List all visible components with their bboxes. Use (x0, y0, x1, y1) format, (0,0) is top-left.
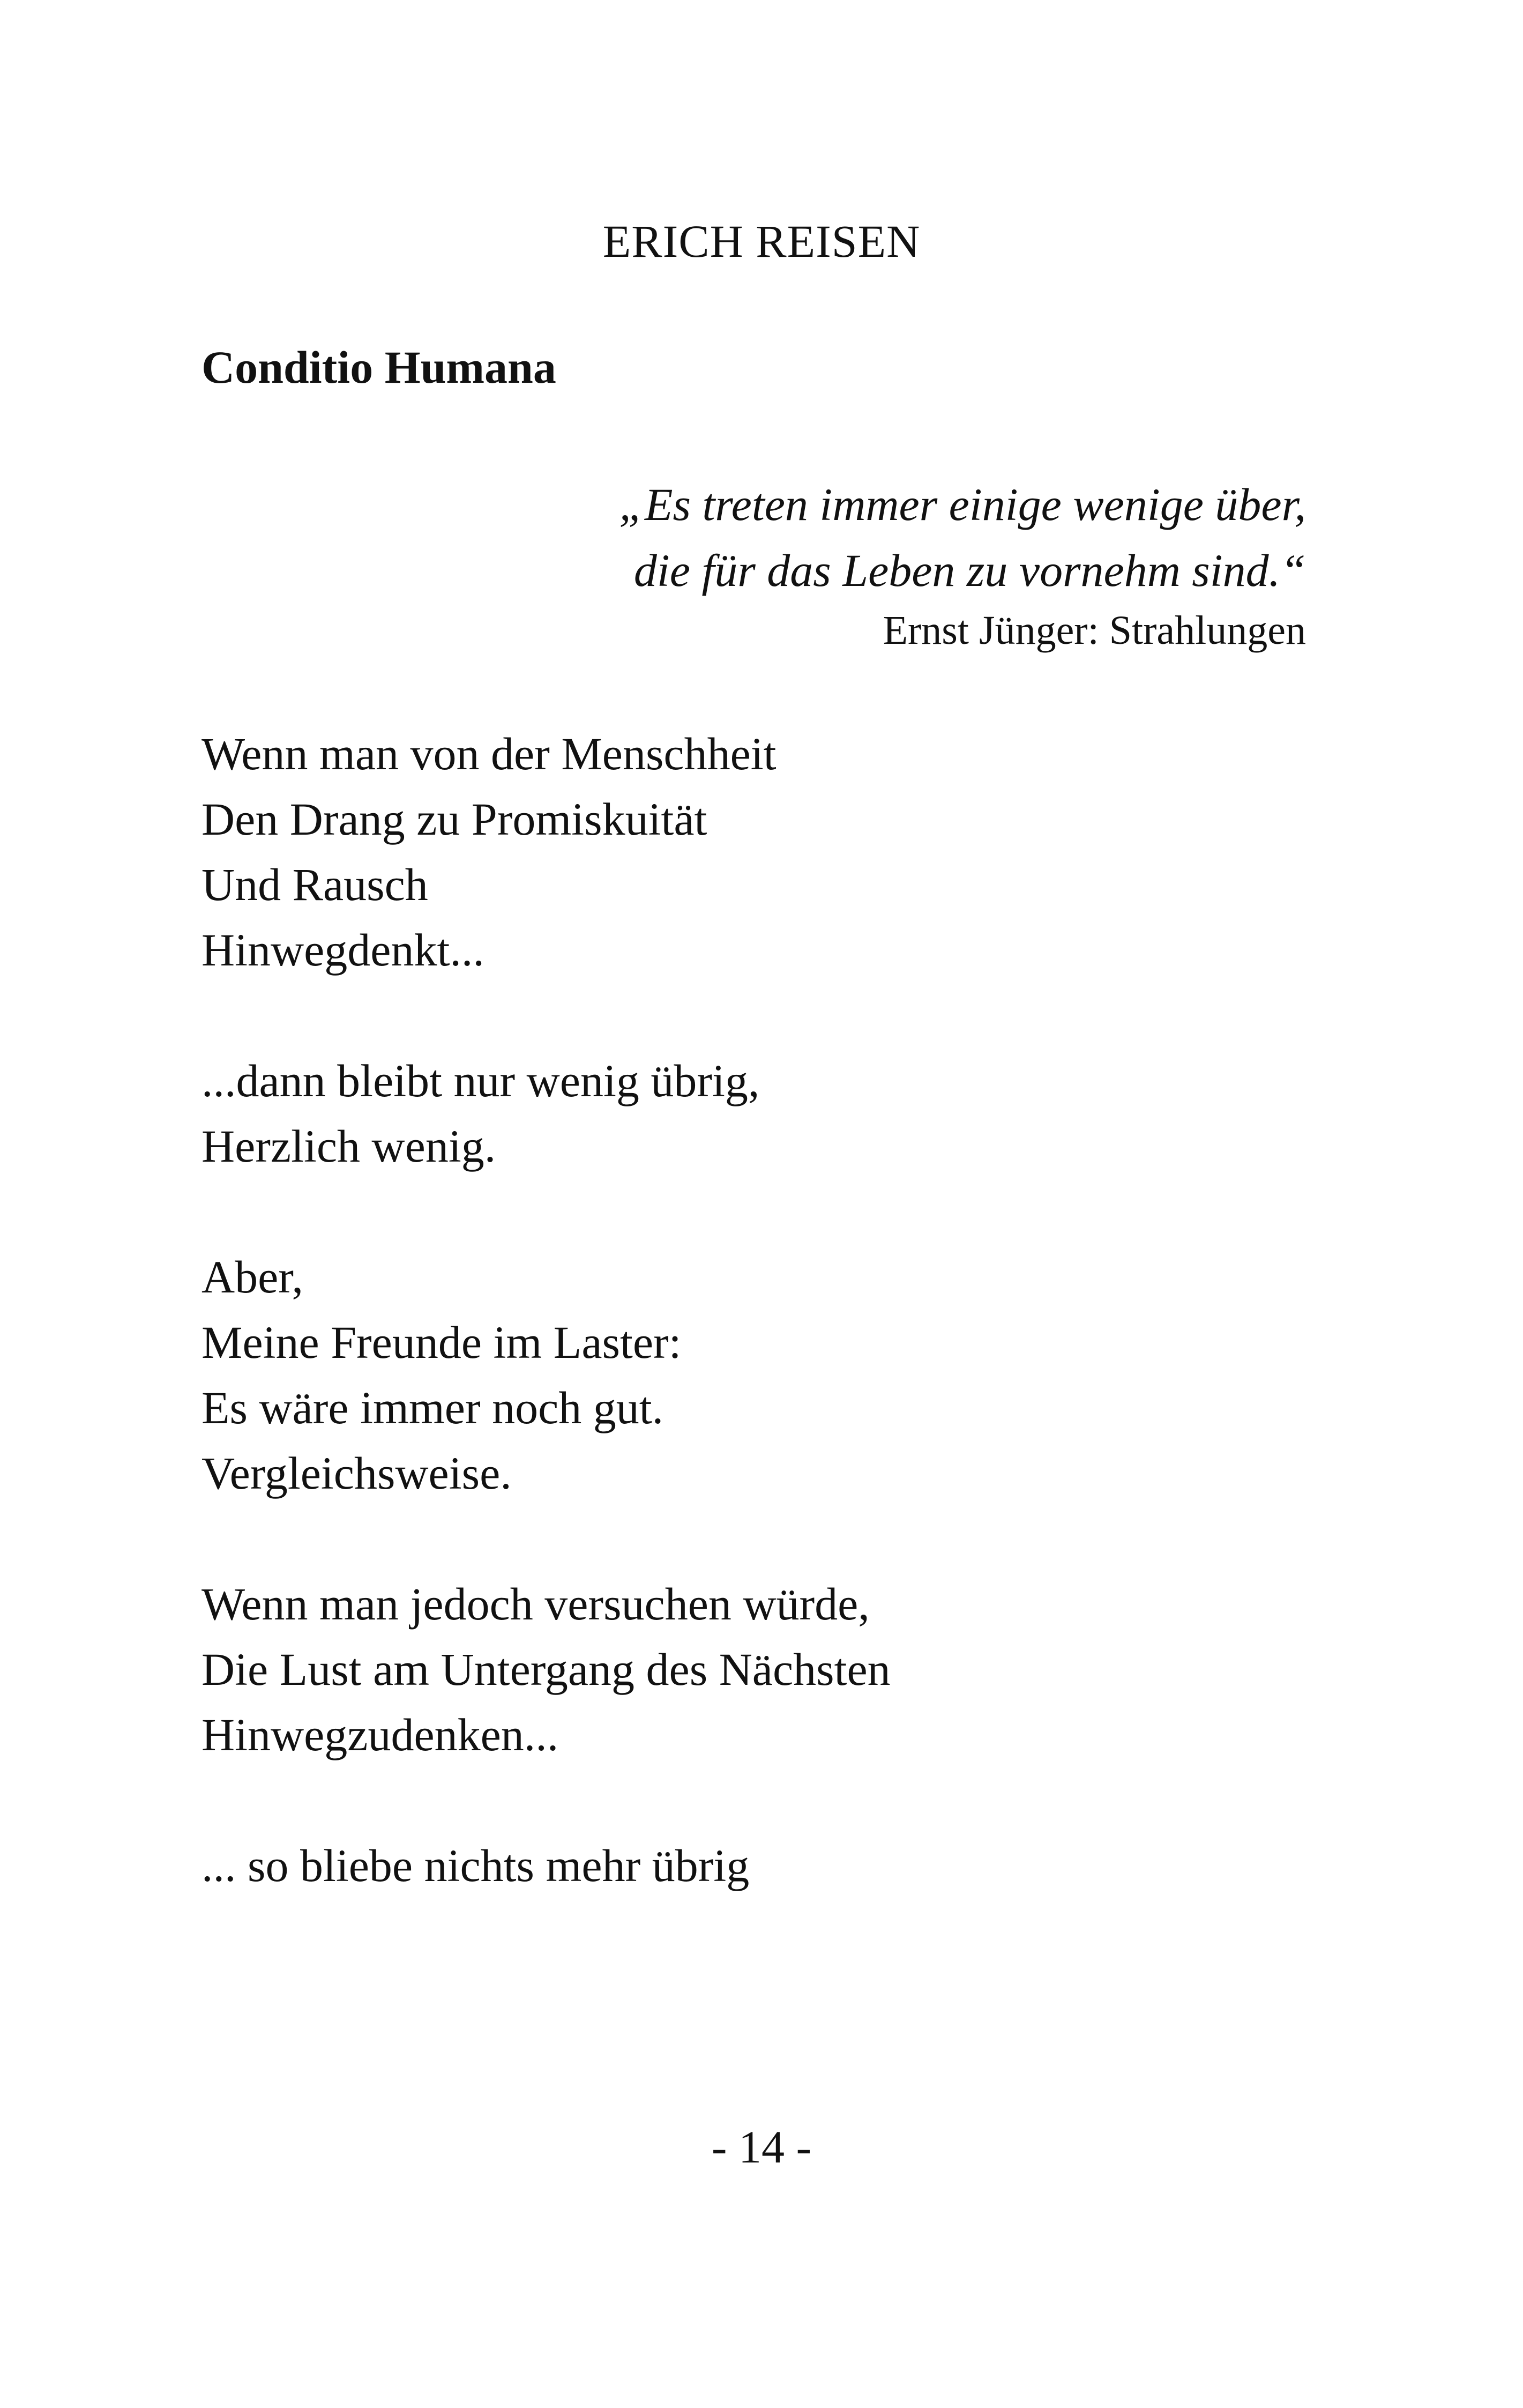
poem-line: Hinwegzudenken... (201, 1709, 559, 1760)
epigraph-line: die für das Leben zu vornehm sind.“ (633, 545, 1306, 596)
poem-line: Und Rausch (201, 859, 428, 910)
poem-body (201, 721, 891, 1964)
poem-line: Vergleichsweise. (201, 1447, 512, 1499)
page-number: - 14 - (711, 2121, 812, 2173)
poem-line: Meine Freunde im Laster: (201, 1317, 682, 1368)
epigraph (619, 472, 1306, 657)
poem-line: Den Drang zu Promiskuität (201, 793, 707, 845)
stanza (201, 721, 891, 983)
poem-line: ... so bliebe nichts mehr übrig (201, 1840, 750, 1891)
stanza (201, 1048, 891, 1179)
poem-line: Aber, (201, 1251, 303, 1303)
poem-line: Hinwegdenkt... (201, 924, 484, 976)
epigraph-quote (619, 472, 1306, 604)
poem-line: Es wäre immer noch gut. (201, 1382, 664, 1433)
poem-line: Die Lust am Untergang des Nächsten (201, 1644, 891, 1695)
poem-line: ...dann bleibt nur wenig übrig, (201, 1055, 760, 1106)
poem-line: Herzlich wenig. (201, 1120, 496, 1172)
stanza (201, 1571, 891, 1767)
epigraph-source: Ernst Jünger: Strahlungen (883, 608, 1306, 653)
epigraph-line: „Es treten immer einige wenige über, (619, 479, 1306, 530)
poem-line: Wenn man von der Menschheit (201, 728, 777, 779)
stanza (201, 1833, 891, 1898)
poem-title: Conditio Humana (201, 341, 556, 393)
poem-line: Wenn man jedoch versuchen würde, (201, 1578, 870, 1630)
stanza (201, 1244, 891, 1506)
running-header-author: ERICH REISEN (602, 215, 921, 267)
